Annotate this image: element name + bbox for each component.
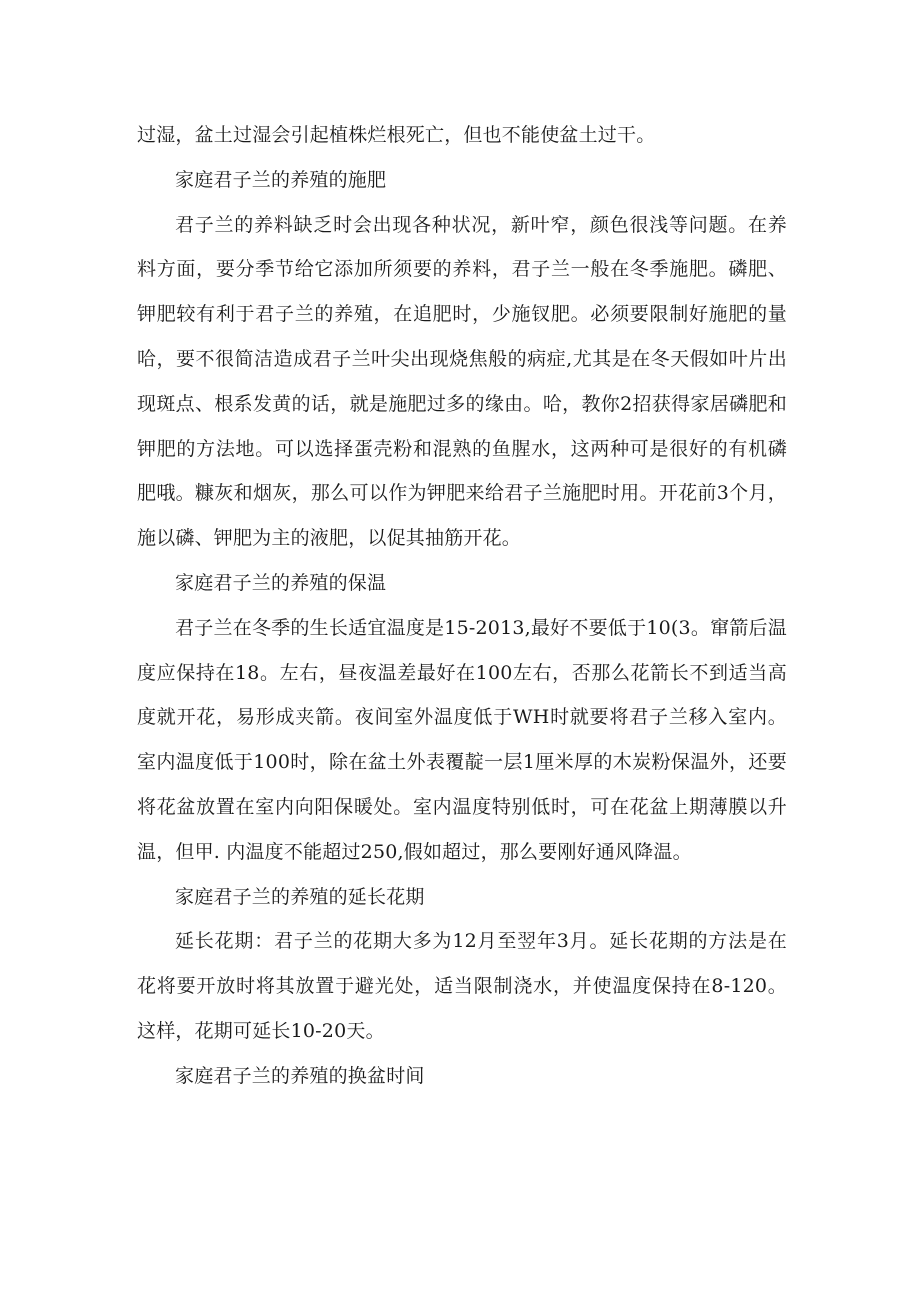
paragraph-fertilizing: 君子兰的养料缺乏时会出现各种状况，新叶窄，颜色很浅等问题。在养料方面，要分季节给它添加所须要的养料，君子兰一般在冬季施肥。磷肥、钾肥较有利于君子兰的养殖，在追肥时，少施钗肥。必须要限制好施肥的量哈，要不很简洁造成君子兰叶尖出现烧焦般的病症,尤其是在冬天假如叶片出现斑点、根系发黄的话，就是施肥过多的缘由。哈，教你2招获得家居磷肥和钾肥的方法地。可以选择蛋壳粉和混熟的鱼腥水，这两种可是很好的有机磷肥哦。糠灰和烟灰，那么可以作为钾肥来给君子兰施肥时用。开花前3个月，施以磷、钾肥为主的液肥，以促其抽筋开花。 <box>137 213 787 550</box>
section-heading-fertilizing: 家庭君子兰的养殖的施肥 <box>175 168 387 191</box>
paragraph-keeping-warm: 君子兰在冬季的生长适宜温度是15-2013,最好不要低于10(3。窜箭后温度应保持在18。左右，昼夜温差最好在100左右，否那么花箭长不到适当高度就开花，易形成夹箭。夜间室外温度低于WH时就要将君子兰移入室内。室内温度低于100时，除在盆土外表覆靛一层1厘米厚的木炭粉保温外，还要将花盆放置在室内向阳保暖处。室内温度特别低时，可在花盆上期薄膜以升温，但甲. 内温度不能超过250,假如超过，那么要刚好通风降温。 <box>137 616 787 863</box>
paragraph-extending-bloom: 延长花期：君子兰的花期大多为12月至翌年3月。延长花期的方法是在花将要开放时将其放置于避光处，适当限制浇水，并使温度保持在8-120。这样，花期可延长10-20天。 <box>137 930 787 1042</box>
paragraph-watering-end: 过湿，盆土过湿会引起植株烂根死亡，但也不能使盆土过干。 <box>137 124 656 146</box>
section-heading-keeping-warm: 家庭君子兰的养殖的保温 <box>175 571 387 594</box>
section-heading-extending-bloom: 家庭君子兰的养殖的延长花期 <box>175 885 425 908</box>
section-heading-repotting-time: 家庭君子兰的养殖的换盆时间 <box>175 1064 425 1087</box>
document-body <box>137 113 787 1099</box>
